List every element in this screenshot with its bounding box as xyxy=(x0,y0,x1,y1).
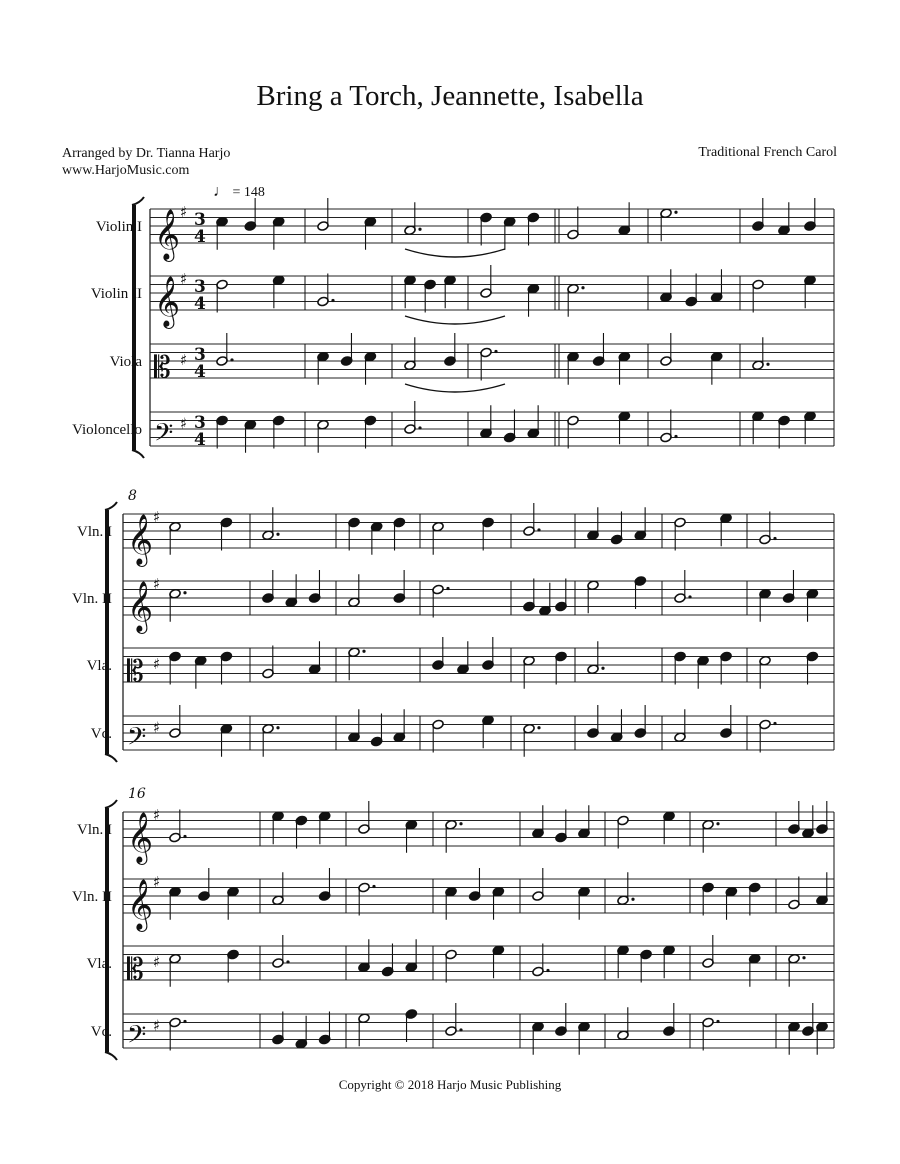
time-signature-bottom: 4 xyxy=(194,294,206,314)
quarter-note-icon: ♩ xyxy=(213,183,229,200)
augmentation-dot xyxy=(546,969,549,972)
bracket-bottom-hook xyxy=(105,1052,117,1060)
treble-clef-icon: 𝄞 xyxy=(127,879,154,930)
time-signature-top: 3 xyxy=(194,413,206,433)
treble-clef-icon: 𝄞 xyxy=(154,276,181,327)
system-bracket xyxy=(105,510,109,754)
tie xyxy=(405,316,505,324)
augmentation-dot xyxy=(286,960,289,963)
augmentation-dot xyxy=(183,1020,186,1023)
treble-clef-icon: 𝄞 xyxy=(154,209,181,260)
tie xyxy=(405,249,505,257)
alto-clef-icon: 𝄡 xyxy=(127,952,144,988)
augmentation-dot xyxy=(674,211,677,214)
augmentation-dot xyxy=(446,587,449,590)
augmentation-dot xyxy=(418,228,421,231)
time-signature-bottom: 4 xyxy=(194,362,206,382)
key-signature-sharp: ♯ xyxy=(153,575,161,593)
augmentation-dot xyxy=(276,533,279,536)
bracket-top-hook xyxy=(105,502,117,510)
key-signature-sharp: ♯ xyxy=(180,270,188,288)
treble-clef-icon: 𝄞 xyxy=(127,812,154,863)
key-signature-sharp: ♯ xyxy=(153,873,161,891)
time-signature-top: 3 xyxy=(194,277,206,297)
system-bracket xyxy=(105,808,109,1052)
bracket-bottom-hook xyxy=(132,450,144,458)
tie xyxy=(405,384,505,392)
measure-number: 16 xyxy=(128,786,146,802)
instrument-label: Viola xyxy=(109,354,142,370)
augmentation-dot xyxy=(581,286,584,289)
instrument-label: Vln. I xyxy=(77,524,112,540)
key-signature-sharp: ♯ xyxy=(153,654,161,673)
bass-clef-icon: 𝄢 xyxy=(127,722,147,758)
bracket-top-hook xyxy=(105,800,117,808)
key-signature-sharp: ♯ xyxy=(153,508,161,526)
augmentation-dot xyxy=(601,667,604,670)
augmentation-dot xyxy=(716,1020,719,1023)
key-signature-sharp: ♯ xyxy=(153,806,161,824)
augmentation-dot xyxy=(183,591,186,594)
copyright-notice: Copyright © 2018 Harjo Music Publishing xyxy=(338,1077,562,1092)
augmentation-dot xyxy=(631,898,634,901)
augmentation-dot xyxy=(537,528,540,531)
augmentation-dot xyxy=(418,426,421,429)
augmentation-dot xyxy=(716,822,719,825)
augmentation-dot xyxy=(276,726,279,729)
key-signature-sharp: ♯ xyxy=(153,1016,161,1035)
composer-credit: Traditional French Carol xyxy=(698,145,837,160)
augmentation-dot xyxy=(773,722,776,725)
instrument-label: Violin II xyxy=(90,286,142,302)
augmentation-dot xyxy=(459,1028,462,1031)
instrument-label: Vln. II xyxy=(72,889,112,905)
augmentation-dot xyxy=(802,956,805,959)
key-signature-sharp: ♯ xyxy=(180,414,188,433)
augmentation-dot xyxy=(688,595,691,598)
augmentation-dot xyxy=(494,350,497,353)
augmentation-dot xyxy=(362,650,365,653)
instrument-label: Vla. xyxy=(86,658,112,674)
bass-clef-icon: 𝄢 xyxy=(127,1020,147,1056)
instrument-label: Vln. I xyxy=(77,822,112,838)
augmentation-dot xyxy=(230,358,233,361)
arranger-name: Arranged by Dr. Tianna Harjo xyxy=(62,146,231,161)
bass-clef-icon: 𝄢 xyxy=(154,418,174,454)
time-signature-bottom: 4 xyxy=(194,430,206,450)
instrument-label: Vln. II xyxy=(72,591,112,607)
augmentation-dot xyxy=(674,435,677,438)
key-signature-sharp: ♯ xyxy=(153,718,161,737)
time-signature-top: 3 xyxy=(194,210,206,230)
measure-number: 8 xyxy=(128,488,137,504)
treble-clef-icon: 𝄞 xyxy=(127,581,154,632)
key-signature-sharp: ♯ xyxy=(153,952,161,971)
arranger-website: www.HarjoMusic.com xyxy=(62,163,190,178)
instrument-label: Vc. xyxy=(90,1024,112,1040)
key-signature-sharp: ♯ xyxy=(180,203,188,221)
augmentation-dot xyxy=(766,363,769,366)
instrument-label: Violoncello xyxy=(72,422,142,438)
augmentation-dot xyxy=(459,822,462,825)
key-signature-sharp: ♯ xyxy=(180,350,188,369)
alto-clef-icon: 𝄡 xyxy=(154,350,171,386)
instrument-label: Violin I xyxy=(95,219,142,235)
time-signature-bottom: 4 xyxy=(194,227,206,247)
alto-clef-icon: 𝄡 xyxy=(127,654,144,690)
bracket-top-hook xyxy=(132,197,144,205)
augmentation-dot xyxy=(537,726,540,729)
augmentation-dot xyxy=(331,299,334,302)
instrument-label: Vla. xyxy=(86,956,112,972)
treble-clef-icon: 𝄞 xyxy=(127,514,154,565)
augmentation-dot xyxy=(372,885,375,888)
augmentation-dot xyxy=(773,537,776,540)
bracket-bottom-hook xyxy=(105,754,117,762)
tempo-value: = 148 xyxy=(232,185,265,200)
time-signature-top: 3 xyxy=(194,345,206,365)
score-title: Bring a Torch, Jeannette, Isabella xyxy=(256,80,644,112)
instrument-label: Vc. xyxy=(90,726,112,742)
augmentation-dot xyxy=(183,835,186,838)
system-bracket xyxy=(132,205,136,450)
